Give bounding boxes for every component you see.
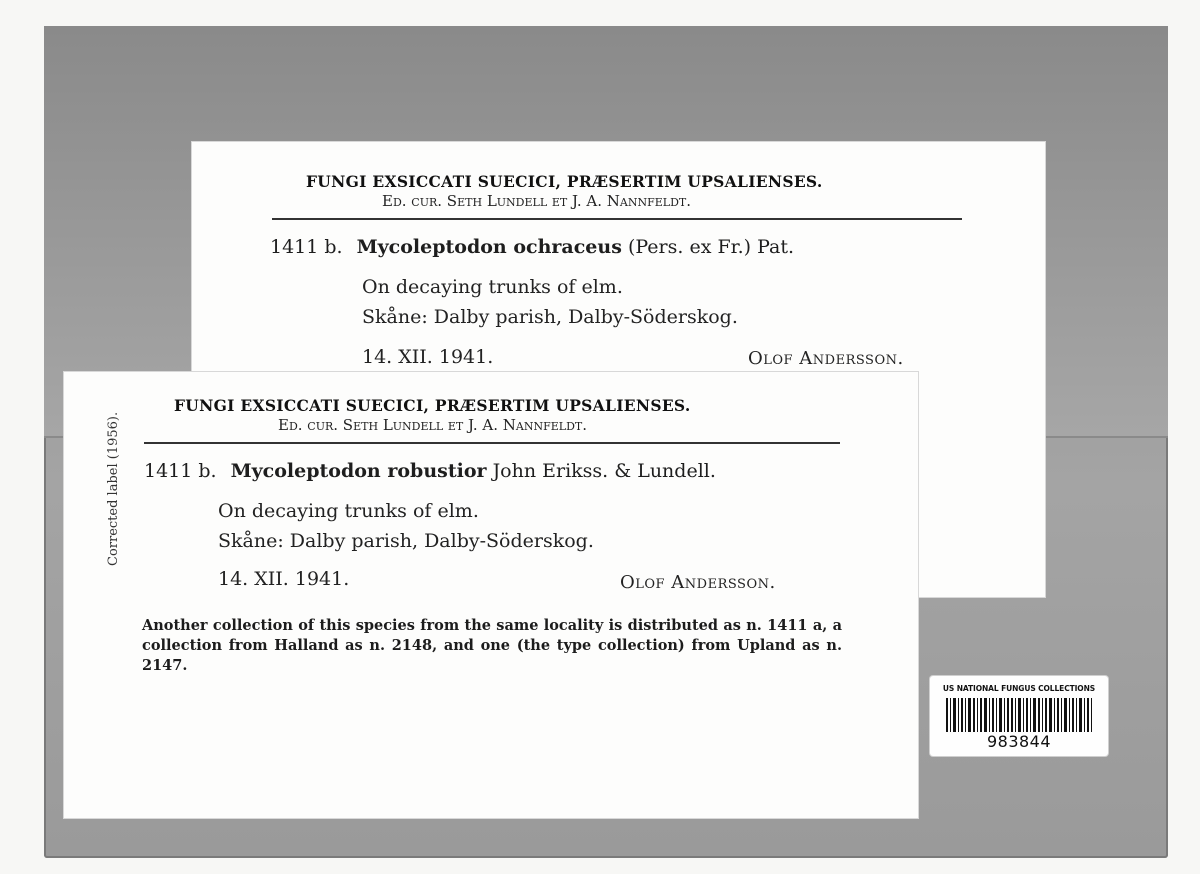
divider-rule — [272, 218, 962, 220]
collection-date: 14. XII. 1941. — [362, 346, 494, 368]
locality-line: Skåne: Dalby parish, Dalby-Söderskog. — [218, 530, 594, 552]
taxon-author: John Erikss. & Lundell. — [492, 460, 716, 482]
habitat-line: On decaying trunks of elm. — [362, 276, 623, 298]
collection-name: US NATIONAL FUNGUS COLLECTIONS — [942, 684, 1096, 693]
collection-date: 14. XII. 1941. — [218, 568, 350, 590]
series-title: FUNGI EXSICCATI SUECICI, PRÆSERTIM UPSALIENSES. — [174, 396, 691, 415]
collector-name: Olof Andersson. — [748, 348, 904, 369]
locality-line: Skåne: Dalby parish, Dalby-Söderskog. — [362, 306, 738, 328]
distribution-note: Another collection of this species from the same locality is distributed as n. 1411 a, a collection from Halland as n. 2148, and one (the type collection) from Upland as n. 2147. — [142, 617, 842, 674]
exsiccata-number: 1411 b. — [144, 460, 217, 482]
taxon-entry — [270, 236, 794, 258]
habitat-line: On decaying trunks of elm. — [218, 500, 479, 522]
taxon-name: Mycoleptodon ochraceus — [356, 236, 622, 258]
collector-name: Olof Andersson. — [620, 572, 776, 593]
exsiccata-number: 1411 b. — [270, 236, 343, 258]
taxon-author: (Pers. ex Fr.) Pat. — [627, 236, 795, 258]
corrected-label-note: Corrected label (1956). — [106, 411, 121, 566]
editors-line: Ed. cur. Seth Lundell et J. A. Nannfeldt. — [278, 416, 587, 434]
divider-rule — [144, 442, 840, 444]
corrected-label — [64, 372, 918, 818]
taxon-entry — [144, 460, 716, 482]
barcode-icon — [946, 698, 1092, 732]
editors-line: Ed. cur. Seth Lundell et J. A. Nannfeldt. — [382, 192, 691, 210]
catalog-number: 983844 — [986, 732, 1052, 751]
series-title: FUNGI EXSICCATI SUECICI, PRÆSERTIM UPSALIENSES. — [306, 172, 823, 191]
taxon-name: Mycoleptodon robustior — [230, 460, 487, 482]
barcode-label — [930, 676, 1108, 756]
